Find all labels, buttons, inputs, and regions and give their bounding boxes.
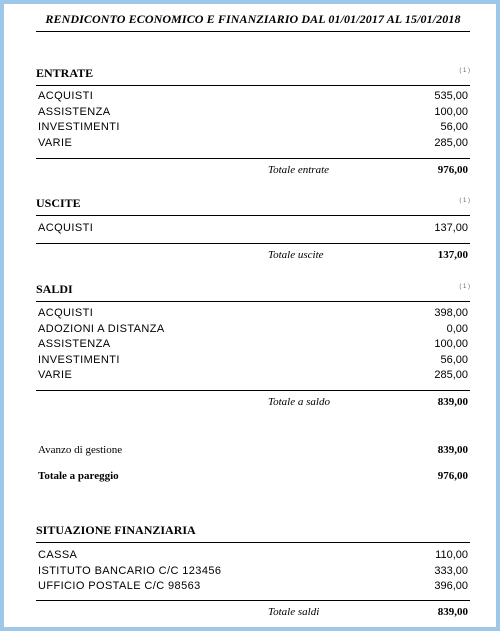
table-row	[36, 323, 470, 339]
section-title: ENTRATE	[36, 66, 94, 80]
row-label: INVESTIMENTI	[38, 353, 120, 366]
report-title: RENDICONTO ECONOMICO E FINANZIARIO DAL 01/01/2017 AL 15/01/2018	[36, 12, 470, 32]
total-label: Totale uscite	[268, 249, 324, 261]
table-row	[36, 549, 470, 565]
total-label: Totale saldi	[268, 606, 320, 618]
total-saldi	[36, 390, 470, 411]
table-row	[36, 307, 470, 323]
pareggio-value: 976,00	[437, 470, 468, 482]
uscite-rows	[36, 222, 470, 238]
row-value: 100,00	[434, 105, 468, 118]
total-uscite	[36, 243, 470, 264]
total-label: Totale a saldo	[268, 396, 330, 408]
row-label: ACQUISTI	[38, 90, 94, 102]
table-row	[36, 106, 470, 122]
row-label: UFFICIO POSTALE C/C 98563	[38, 580, 201, 592]
section-heading-situazione	[36, 523, 470, 543]
total-label: Totale entrate	[268, 164, 330, 176]
pareggio-label: Totale a pareggio	[38, 470, 119, 482]
table-row	[36, 565, 470, 581]
row-label: VARIE	[38, 136, 73, 149]
row-value: 285,00	[434, 136, 468, 149]
row-label: ACQUISTI	[38, 307, 94, 319]
section-title: SITUAZIONE FINANZIARIA	[36, 523, 196, 537]
section-note: ( 1 )	[459, 198, 470, 204]
section-note: ( 1 )	[459, 284, 470, 290]
table-row	[36, 137, 470, 153]
table-row	[36, 354, 470, 370]
row-label: CASSA	[38, 549, 78, 561]
avanzo-gestione	[36, 444, 470, 460]
row-value: 100,00	[434, 338, 468, 350]
row-value: 56,00	[440, 353, 468, 366]
row-label: ADOZIONI A DISTANZA	[38, 322, 165, 335]
total-situazione	[36, 600, 470, 621]
section-heading-entrate	[36, 66, 470, 86]
row-label: ASSISTENZA	[38, 338, 111, 350]
row-label: ASSISTENZA	[38, 105, 111, 118]
saldi-rows	[36, 307, 470, 385]
totale-pareggio	[36, 470, 470, 486]
total-entrate	[36, 158, 470, 179]
row-label: INVESTIMENTI	[38, 121, 120, 133]
table-row	[36, 369, 470, 385]
row-value: 396,00	[434, 580, 468, 592]
row-value: 398,00	[434, 307, 468, 319]
row-value: 285,00	[434, 369, 468, 381]
table-row	[36, 338, 470, 354]
row-label: VARIE	[38, 369, 73, 381]
entrate-rows	[36, 90, 470, 152]
table-row	[36, 222, 470, 238]
row-label: ISTITUTO BANCARIO C/C 123456	[38, 564, 222, 577]
row-value: 535,00	[434, 90, 468, 102]
total-value: 137,00	[437, 249, 468, 261]
avanzo-value: 839,00	[437, 444, 468, 456]
row-value: 56,00	[440, 121, 468, 133]
row-value: 0,00	[446, 322, 468, 335]
situazione-rows	[36, 549, 470, 596]
section-title: USCITE	[36, 196, 81, 210]
row-value: 137,00	[434, 222, 468, 234]
report-page	[4, 4, 496, 627]
section-heading-saldi	[36, 282, 470, 302]
section-note: ( 1 )	[459, 68, 470, 74]
row-value: 333,00	[434, 564, 468, 577]
row-value: 110,00	[435, 549, 468, 561]
section-title: SALDI	[36, 282, 73, 296]
total-value: 976,00	[437, 164, 468, 176]
total-value: 839,00	[437, 396, 468, 408]
avanzo-label: Avanzo di gestione	[38, 444, 123, 456]
section-heading-uscite	[36, 196, 470, 216]
total-value: 839,00	[437, 606, 468, 618]
table-row	[36, 580, 470, 596]
table-row	[36, 90, 470, 106]
table-row	[36, 121, 470, 137]
row-label: ACQUISTI	[38, 222, 94, 234]
